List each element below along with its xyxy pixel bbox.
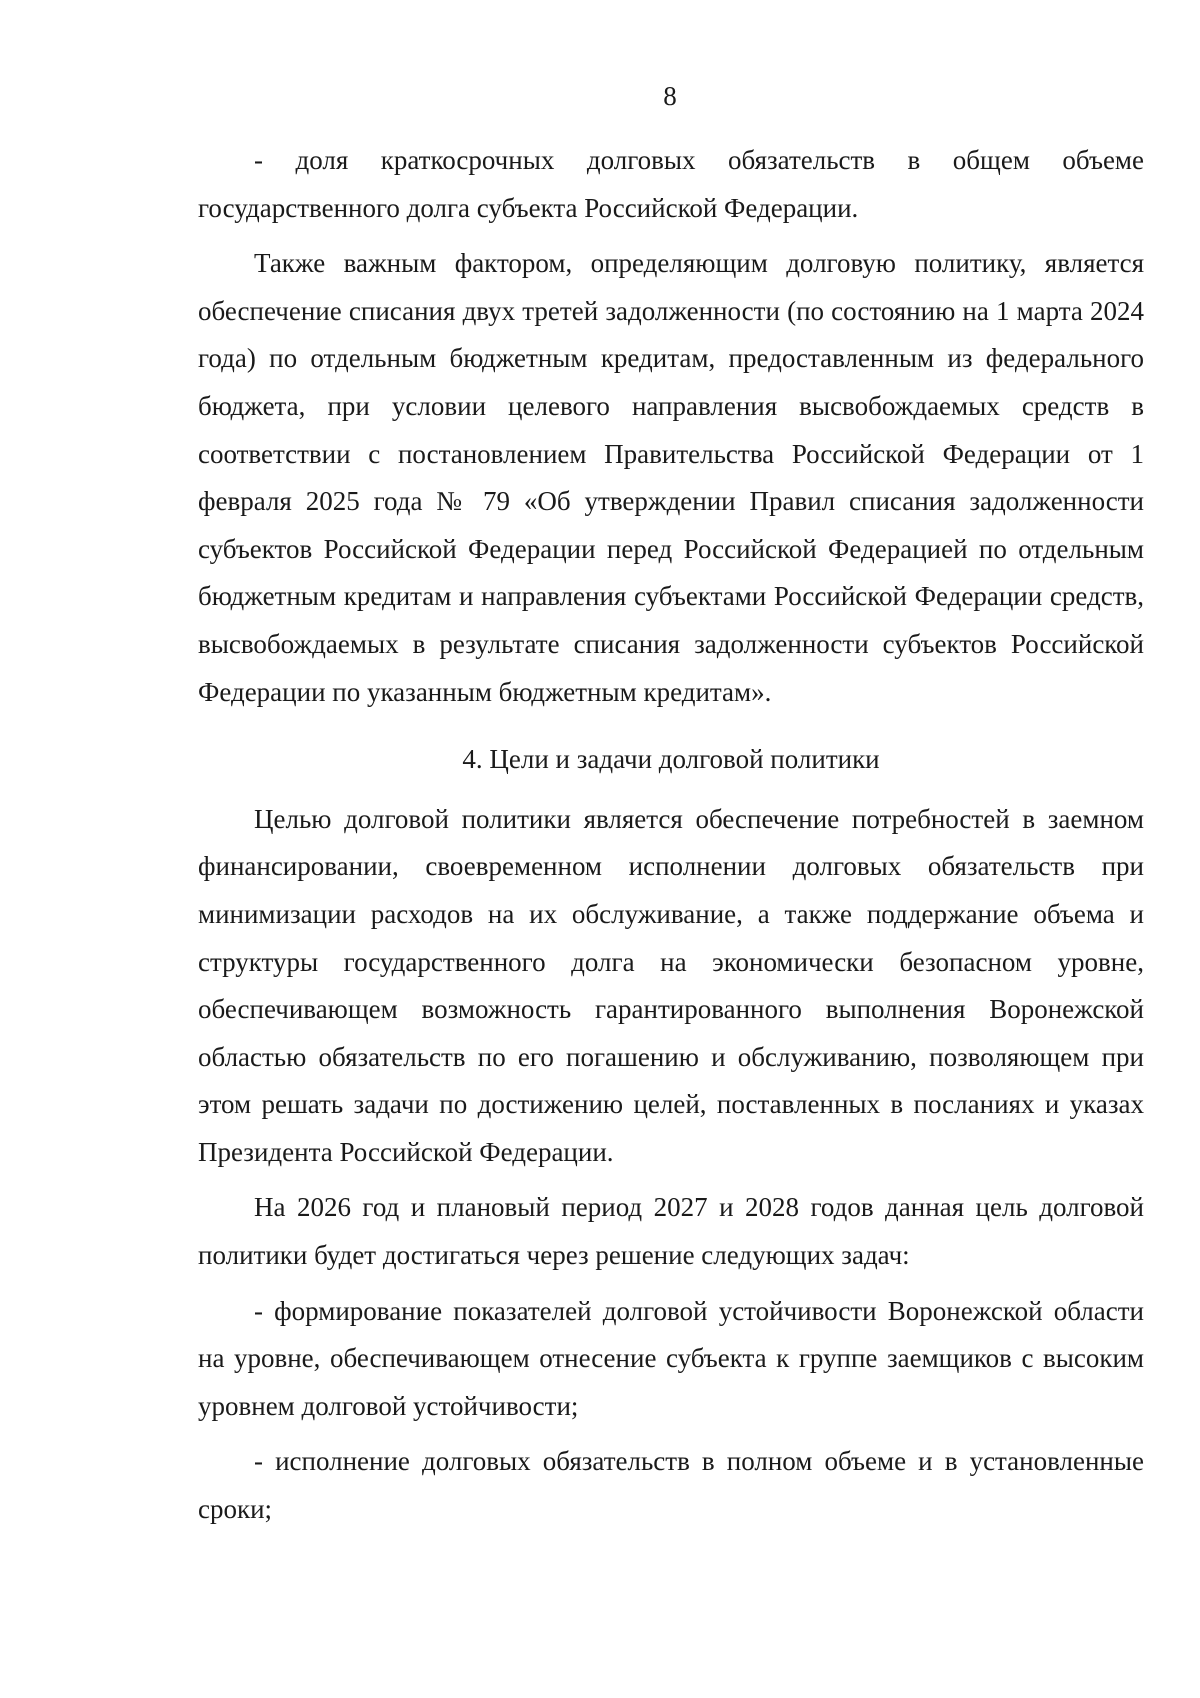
- paragraph-task-sustainability: - формирование показателей долговой устойчивости Воронежской области на уровне, обеспечивающем отнесение субъекта к группе заемщиков с высоким уровнем долговой устойчивости;: [198, 1295, 1144, 1421]
- paragraph-task-obligations: - исполнение долговых обязательств в полном объеме и в установленные сроки;: [198, 1446, 1144, 1525]
- paragraph-planning-period: На 2026 год и плановый период 2027 и 2028 годов данная цель долговой политики будет достигаться через решение следующих задач:: [198, 1192, 1144, 1271]
- paragraph-policy-goal: Целью долговой политики является обеспечение потребностей в заемном финансировании, своевременном исполнении долговых обязательств при минимизации расходов на их обслуживание, а также поддержание объема и структуры государственного долга на экономически безопасном уровне, обеспечивающем возможность гарантированного выполнения Воронежской областью обязательств по его погашению и обслуживанию, позволяющем при этом решать задачи по достижению целей, поставленных в посланиях и указах Президента Российской Федерации.: [198, 803, 1144, 1167]
- section-heading: 4. Цели и задачи долговой политики: [462, 744, 880, 775]
- document-body: [198, 137, 1144, 1534]
- page-number: 8: [663, 81, 677, 111]
- paragraph-short-term-debt-share: - доля краткосрочных долговых обязательств в общем объеме государственного долга субъекта Российской Федерации.: [198, 145, 1144, 223]
- paragraph-debt-write-off: Также важным фактором, определяющим долговую политику, является обеспечение списания двух третей задолженности (по состоянию на 1 марта 2024 года) по отдельным бюджетным кредитам, предоставленным из федерального бюджета, при условии целевого направления высвобождаемых средств в соответствии с постановлением Правительства Российской Федерации от 1 февраля 2025 года № 79 «Об утверждении Правил списания задолженности субъектов Российской Федерации перед Российской Федерацией по отдельным бюджетным кредитам и направления субъектами Российской Федерации средств, высвобождаемых в результате списания задолженности субъектов Российской Федерации по указанным бюджетным кредитам».: [198, 248, 1144, 707]
